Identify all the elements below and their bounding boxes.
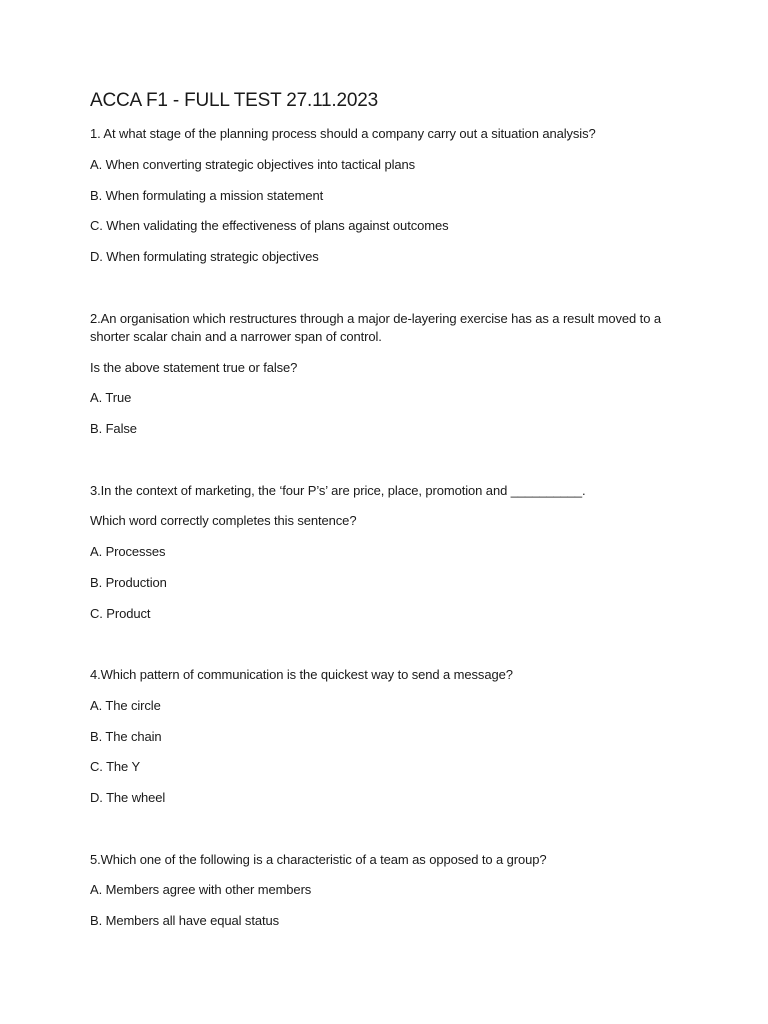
question-1-option-b: B. When formulating a mission statement: [90, 188, 324, 203]
question-3-prompt: Which word correctly completes this sentence?: [90, 513, 357, 528]
question-3-option-c: C. Product: [90, 606, 151, 621]
question-4-option-d: D. The wheel: [90, 790, 166, 805]
question-2-option-b: B. False: [90, 421, 137, 436]
question-1-option-d: D. When formulating strategic objectives: [90, 249, 319, 264]
question-1-stem: 1. At what stage of the planning process should a company carry out a situation analysis?: [90, 126, 596, 141]
question-1-option-c: C. When validating the effectiveness of plans against outcomes: [90, 218, 449, 233]
question-4-option-a: A. The circle: [90, 698, 161, 713]
question-2-stem-line-2: shorter scalar chain and a narrower span of control.: [90, 329, 382, 344]
question-5-option-a: A. Members agree with other members: [90, 882, 312, 897]
question-5-option-b: B. Members all have equal status: [90, 913, 280, 928]
page-title: ACCA F1 - FULL TEST 27.11.2023: [90, 90, 378, 111]
question-2-stem-line-1: 2.An organisation which restructures through a major de-layering exercise has as a result moved to a: [90, 311, 661, 326]
question-3-option-b: B. Production: [90, 575, 167, 590]
question-5-stem: 5.Which one of the following is a characteristic of a team as opposed to a group?: [90, 852, 547, 867]
question-2-option-a: A. True: [90, 390, 132, 405]
question-3-option-a: A. Processes: [90, 544, 166, 559]
question-4-option-c: C. The Y: [90, 759, 141, 774]
question-4-stem: 4.Which pattern of communication is the quickest way to send a message?: [90, 667, 513, 682]
question-1-option-a: A. When converting strategic objectives into tactical plans: [90, 157, 416, 172]
question-4-option-b: B. The chain: [90, 729, 162, 744]
question-3-stem: 3.In the context of marketing, the ‘four P’s’ are price, place, promotion and __________.: [90, 483, 586, 498]
question-2-prompt: Is the above statement true or false?: [90, 360, 298, 375]
